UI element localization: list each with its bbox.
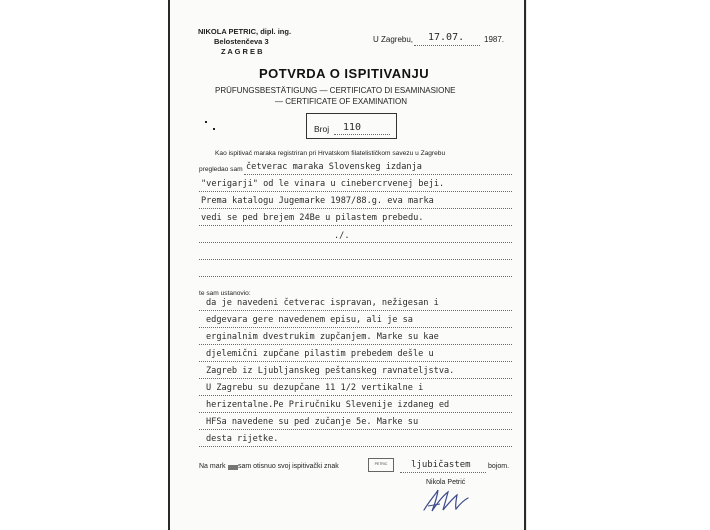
color-trailing: bojom. [488,463,510,470]
issuer-city: Z A G R E B [221,47,263,56]
handwritten-signature [420,486,480,514]
signature-name: Nikola Petrić [426,479,466,486]
findings-line-3: erginalnim dvestrukim zupčanjem. Marke su kae [206,332,439,342]
scan-left-edge [168,0,170,530]
marks-text-a: Na mark [199,463,226,470]
text-rule [199,446,512,447]
scan-mark [213,128,215,130]
examined-line-2: "verigarji" od le vinara u cinebercrvenej beji. [201,179,445,189]
examined-line-3: Prema katalogu Jugemarke 1987/88.g. eva marka [201,196,434,206]
date-year: 1987. [484,35,505,44]
findings-line-6: U Zagrebu su dezupčane 11 1/2 vertikalne i [206,383,424,393]
text-rule [199,259,512,260]
certificate-title: POTVRDA O ISPITIVANJU [259,66,430,81]
number-value: 110 [343,122,362,133]
examiner-stamp: PETRIC [368,458,394,472]
issuer-name: NIKOLA PETRIC, dipl. ing. [198,27,292,36]
text-rule [199,429,512,430]
overstrike-mark [228,465,238,470]
text-rule [199,361,512,362]
findings-line-5: Zagreb iz Ljubljanskeg peštanskeg ravnateljstva. [206,366,455,376]
examined-line-5: ./. [334,231,350,241]
text-rule [199,191,512,192]
stamp-color-word: ljubičastem [411,460,471,470]
text-rule [199,310,512,311]
number-rule [334,134,390,135]
text-rule [199,378,512,379]
certificate-subtitle-line1: PRÜFUNGSBESTÄTIGUNG — CERTIFICATO DI ESAMINASIONE [215,86,456,95]
text-rule [199,208,512,209]
date-rule [414,45,480,46]
text-rule [199,242,512,243]
examined-line-4: vedi se ped brejem 24Be u pilastem prebedu. [201,213,424,223]
text-rule [199,276,512,277]
certificate-subtitle-line2: — CERTIFICATE OF EXAMINATION [275,97,408,106]
findings-line-4: djelemični zupčane pilastim prebedem dešle u [206,349,434,359]
place-prefix: U Zagrebu, [373,35,414,44]
intro-lead: pregledao sam [199,166,243,173]
date-day: 17.07. [428,32,465,43]
examined-line-1: četverac maraka Slovenskeg izdanja [246,162,422,172]
scan-right-edge [524,0,526,530]
findings-line-1: da je navedeni četverac ispravan, nežigesan i [206,298,439,308]
intro-line: Kao ispitivač maraka registriran pri Hrvatskom filatelističkom savezu u Zagrebu [215,150,446,157]
findings-line-7: herizentalne.Pe Priručniku Slevenije izdaneg ed [206,400,450,410]
text-rule [199,344,512,345]
findings-line-8: HFSa navedene su ped zučanje 5e. Marke su [206,417,419,427]
findings-line-2: edgevara gere navedenem episu, ali je sa [206,315,413,325]
text-rule [199,327,512,328]
findings-label: te sam ustanovio: [199,290,251,297]
text-rule [199,412,512,413]
scan-mark [205,121,207,123]
issuer-street: Belostenčeva 3 [214,37,269,46]
marks-text-b: sam otisnuo svoj ispitivački znak [238,463,339,470]
text-rule [244,174,512,175]
text-rule [199,225,512,226]
findings-line-9: desta rijetke. [206,434,279,444]
text-rule [199,395,512,396]
color-rule [400,472,486,473]
number-label: Broj [314,124,330,134]
